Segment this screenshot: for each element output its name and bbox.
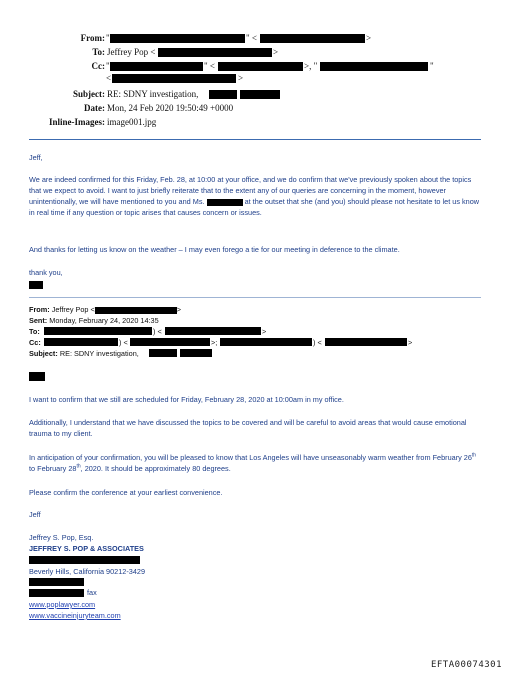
quoted-to <box>29 327 40 336</box>
quoted-cc <box>29 338 41 347</box>
signature-link-poplawyer[interactable]: www.poplawyer.com <box>29 600 96 609</box>
reply-paragraph-1-b: at the outset that she (and you) should please not hesitate to let us know in real time if any question or topic arises that causes concern or issues. <box>29 197 480 217</box>
redaction <box>112 74 236 83</box>
quoted-from-close: > <box>176 305 182 314</box>
header-cc-mid2: >, " <box>304 61 318 71</box>
header-cc-line2-open: < <box>106 73 112 83</box>
signature-link-vaccineinjuryteam[interactable]: www.vaccineinjuryteam.com <box>29 611 121 620</box>
header-from-quote: " <box>106 33 110 43</box>
redaction <box>29 281 43 289</box>
quoted-subject <box>29 349 139 358</box>
quoted-to-close: > <box>262 327 267 336</box>
quoted-paragraph-3 <box>29 452 479 474</box>
quoted-paragraph-3-a: In anticipation of your confirmation, you will be pleased to know that Los Angeles will have unseasonably warm weather from February 26 <box>29 453 472 462</box>
header-from-mid: " < <box>246 33 257 43</box>
redaction <box>165 327 261 335</box>
header-to-close: > <box>273 47 279 57</box>
quoted-to-label: To: <box>29 327 40 336</box>
quoted-cc-mid2: >; <box>211 338 218 347</box>
quote-divider <box>29 297 481 298</box>
superscript: th <box>471 452 477 459</box>
reply-paragraph-2: And thanks for letting us know on the weather – I may even forego a tie for our meeting in deference to the climate. <box>29 245 400 254</box>
redaction <box>325 338 407 346</box>
header-from-label: From: <box>80 33 105 43</box>
quoted-sent <box>29 316 159 325</box>
redaction <box>320 62 428 71</box>
header-date-label: Date: <box>84 103 105 113</box>
redaction <box>130 338 210 346</box>
quoted-cc-mid1: ) < <box>119 338 128 347</box>
reply-signoff: thank you, <box>29 268 63 277</box>
quoted-cc-label: Cc: <box>29 338 41 347</box>
redaction <box>158 48 272 57</box>
quoted-sent-value: Monday, February 24, 2020 14:35 <box>49 316 159 325</box>
redaction <box>29 372 45 381</box>
redaction <box>29 578 84 586</box>
quoted-cc-mid3: ) < <box>313 338 322 347</box>
redaction <box>110 34 245 43</box>
header-subject-value: RE: SDNY investigation, <box>107 89 199 99</box>
quoted-from-label: From: <box>29 305 50 314</box>
redaction <box>29 556 140 564</box>
signature-city: Beverly Hills, California 90212-3429 <box>29 567 145 576</box>
header-from-close: > <box>366 33 372 43</box>
redaction <box>95 307 177 314</box>
header-cc-quote: " <box>106 61 110 71</box>
redaction <box>220 338 312 346</box>
redaction <box>260 34 365 43</box>
header-cc-mid3: " <box>430 61 434 71</box>
redaction <box>207 199 243 206</box>
quoted-paragraph-3-c: , 2020. It should be approximately 80 degrees. <box>80 464 231 473</box>
quoted-paragraph-2: Additionally, I understand that we have discussed the topics to be covered and will be careful to avoid areas that would cause emotional trauma to my client. <box>29 418 467 438</box>
signature-firm: JEFFREY S. POP & ASSOCIATES <box>29 544 144 553</box>
signature-name: Jeffrey S. Pop, Esq. <box>29 533 94 542</box>
quoted-subject-label: Subject: <box>29 349 58 358</box>
header-inline-images-value: image001.jpg <box>107 117 157 127</box>
redaction <box>44 327 152 335</box>
quoted-sent-label: Sent: <box>29 316 48 325</box>
header-divider <box>29 139 481 140</box>
superscript: th <box>76 463 81 470</box>
redaction <box>29 589 84 597</box>
quoted-from <box>29 305 181 314</box>
header-cc-mid1: " < <box>204 61 215 71</box>
header-inline-images-label: Inline-Images: <box>49 117 105 127</box>
quoted-from-value: Jeffrey Pop < <box>51 305 95 314</box>
redaction <box>44 338 118 346</box>
redaction <box>149 349 177 357</box>
quoted-paragraph-1: I want to confirm that we still are scheduled for Friday, February 28, 2020 at 10:00am in my office. <box>29 395 344 404</box>
quoted-subject-value: RE: SDNY investigation, <box>59 349 139 358</box>
bates-number: EFTA00074301 <box>430 660 502 670</box>
header-cc-label: Cc: <box>91 61 105 71</box>
header-subject-label: Subject: <box>73 89 105 99</box>
redaction <box>218 62 303 71</box>
header-to-value: Jeffrey Pop < <box>107 47 156 57</box>
redaction <box>240 90 280 99</box>
quoted-paragraph-4: Please confirm the conference at your earliest convenience. <box>29 488 223 497</box>
reply-paragraph-1 <box>29 174 484 218</box>
quoted-to-mid: ) < <box>153 327 162 336</box>
redaction <box>110 62 203 71</box>
reply-greeting: Jeff, <box>29 153 43 162</box>
header-cc-line2-close: > <box>238 73 244 83</box>
reply-paragraph-1-a: We are indeed confirmed for this Friday, Feb. 28, at 10:00 at your office, and we do confirm that we've previously spoken about the topics that we expect to avoid. I want to just briefly reiterate that to the extent any of our queries are concerning in the moment, however unintentionally, we will have mentioned to you and Ms. <box>29 175 472 206</box>
redaction <box>180 349 212 357</box>
signature-fax: fax <box>87 588 97 597</box>
header-date-value: Mon, 24 Feb 2020 19:50:49 +0000 <box>107 103 234 113</box>
quoted-signoff: Jeff <box>29 510 41 519</box>
redaction <box>209 90 237 99</box>
quoted-paragraph-3-b: to February 28 <box>29 464 77 473</box>
header-to-label: To: <box>92 47 105 57</box>
quoted-cc-close: > <box>408 338 413 347</box>
